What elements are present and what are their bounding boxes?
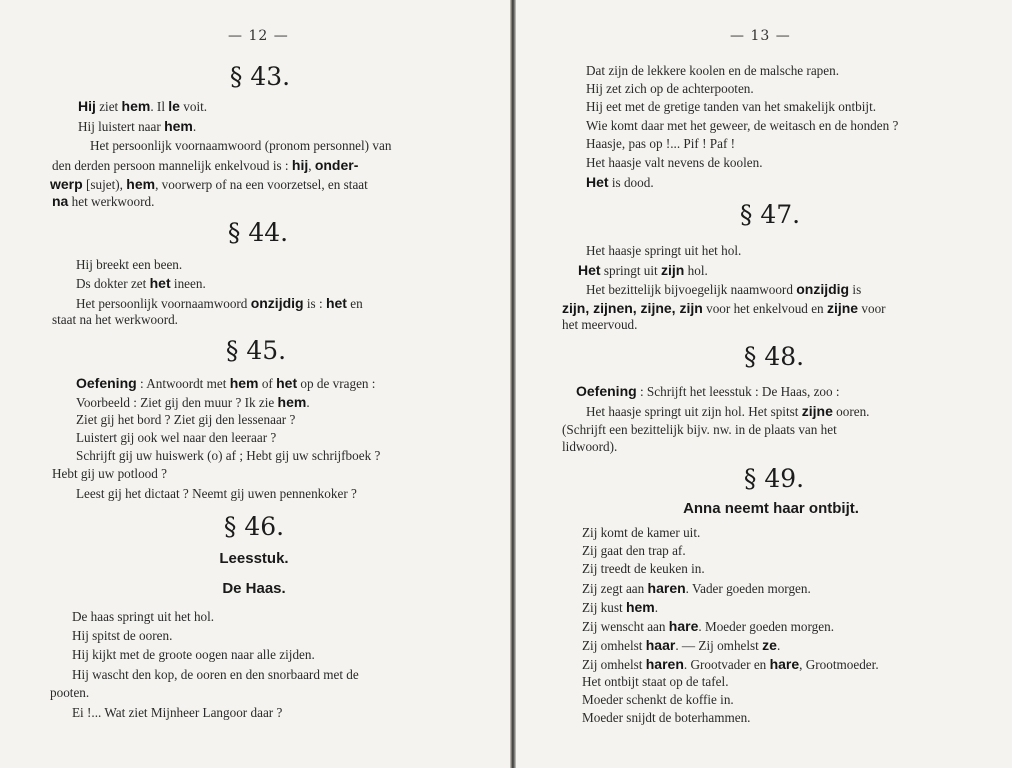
section-heading-49: § 49. — [743, 464, 805, 493]
text-line: Het haasje valt nevens de koolen. — [586, 155, 763, 170]
text-line: Hij luistert naar hem. — [78, 118, 197, 134]
right-page — [516, 0, 1012, 768]
text-line: Zij wenscht aan hare. Moeder goeden morgen. — [582, 618, 834, 634]
text-line: Hij ziet hem. Il le voit. — [78, 98, 208, 114]
text-line: Luistert gij ook wel naar den leeraar ? — [76, 430, 277, 445]
section-heading-46: § 46. — [223, 512, 285, 541]
text-line: De haas springt uit het hol. — [72, 609, 215, 624]
text-line: Hij eet met de gretige tanden van het smakelijk ontbijt. — [586, 99, 877, 114]
text-line: na het werkwoord. — [52, 193, 155, 209]
section-heading-45: § 45. — [225, 336, 287, 365]
text-line: Leest gij het dictaat ? Neemt gij uwen pennenkoker ? — [76, 486, 357, 501]
text-line: Ziet gij het bord ? Ziet gij den lessenaar ? — [76, 412, 296, 427]
story-title: Anna neemt haar ontbijt. — [683, 500, 859, 517]
text-line: Het ontbijt staat op de tafel. — [582, 674, 729, 689]
text-line: Zij treedt de keuken in. — [582, 561, 705, 576]
text-line: Moeder snijdt de boterhammen. — [582, 710, 751, 725]
text-line: (Schrijft een bezittelijk bijv. nw. in de plaats van het — [562, 422, 837, 437]
text-line: den derden persoon mannelijk enkelvoud is : hij, onder- — [52, 157, 359, 173]
text-line: Hij wascht den kop, de ooren en den snorbaard met de — [72, 667, 359, 682]
text-line: Zij omhelst haar. — Zij omhelst ze. — [582, 637, 781, 653]
section-heading-48: § 48. — [743, 342, 805, 371]
text-line: Oefening : Antwoordt met hem of het op de vragen : — [76, 375, 376, 391]
text-line: Zij gaat den trap af. — [582, 543, 686, 558]
text-line: Hij spitst de ooren. — [72, 628, 173, 643]
text-line: Moeder schenkt de koffie in. — [582, 692, 734, 707]
text-line: Het springt uit zijn hol. — [578, 262, 708, 278]
text-line: Het persoonlijk voornaamwoord onzijdig is : het en — [76, 295, 363, 311]
text-line: Oefening : Schrijft het leesstuk : De Haas, zoo : — [576, 383, 840, 399]
text-line: Zij omhelst haren. Grootvader en hare, Grootmoeder. — [582, 656, 879, 672]
text-line: Hebt gij uw potlood ? — [52, 466, 168, 481]
text-line: Het is dood. — [586, 174, 654, 190]
text-line: Zij kust hem. — [582, 599, 659, 615]
text-line: Dat zijn de lekkere koolen en de malsche rapen. — [586, 63, 840, 78]
text-line: Wie komt daar met het geweer, de weitasch en de honden ? — [586, 118, 899, 133]
text-line: Het haasje springt uit zijn hol. Het spitst zijne ooren. — [586, 403, 870, 419]
text-line: Zij zegt aan haren. Vader goeden morgen. — [582, 580, 811, 596]
page-number: — 13 — — [730, 28, 791, 44]
text-line: zijn, zijnen, zijne, zijn voor het enkelvoud en zijne voor — [562, 300, 886, 316]
text-line: staat na het werkwoord. — [52, 312, 178, 327]
text-line: Hij zet zich op de achterpooten. — [586, 81, 754, 96]
text-line: Zij komt de kamer uit. — [582, 525, 701, 540]
section-heading-43: § 43. — [229, 62, 291, 91]
text-line: werp [sujet), hem, voorwerp of na een voorzetsel, en staat — [50, 176, 368, 192]
text-line: Het haasje springt uit het hol. — [586, 243, 742, 258]
text-line: Ei !... Wat ziet Mijnheer Langoor daar ? — [72, 705, 283, 720]
section-heading-44: § 44. — [227, 218, 289, 247]
text-line: Haasje, pas op !... Pif ! Paf ! — [586, 136, 736, 151]
text-line: pooten. — [50, 685, 90, 700]
page-number: — 12 — — [228, 28, 289, 44]
story-title: De Haas. — [222, 580, 286, 597]
text-line: lidwoord). — [562, 439, 618, 454]
text-line: Ds dokter zet het ineen. — [76, 275, 206, 291]
text-line: Het persoonlijk voornaamwoord (pronom personnel) van — [90, 138, 392, 153]
text-line: Hij kijkt met de groote oogen naar alle zijden. — [72, 647, 315, 662]
text-line: Schrijft gij uw huiswerk (o) af ; Hebt gij uw schrijfboek ? — [76, 448, 381, 463]
text-line: Hij breekt een been. — [76, 257, 183, 272]
section-heading-47: § 47. — [739, 200, 801, 229]
text-line: Het bezittelijk bijvoegelijk naamwoord onzijdig is — [586, 281, 862, 297]
reading-label: Leesstuk. — [219, 550, 289, 567]
text-line: het meervoud. — [562, 317, 638, 332]
text-line: Voorbeeld : Ziet gij den muur ? Ik zie hem. — [76, 394, 310, 410]
